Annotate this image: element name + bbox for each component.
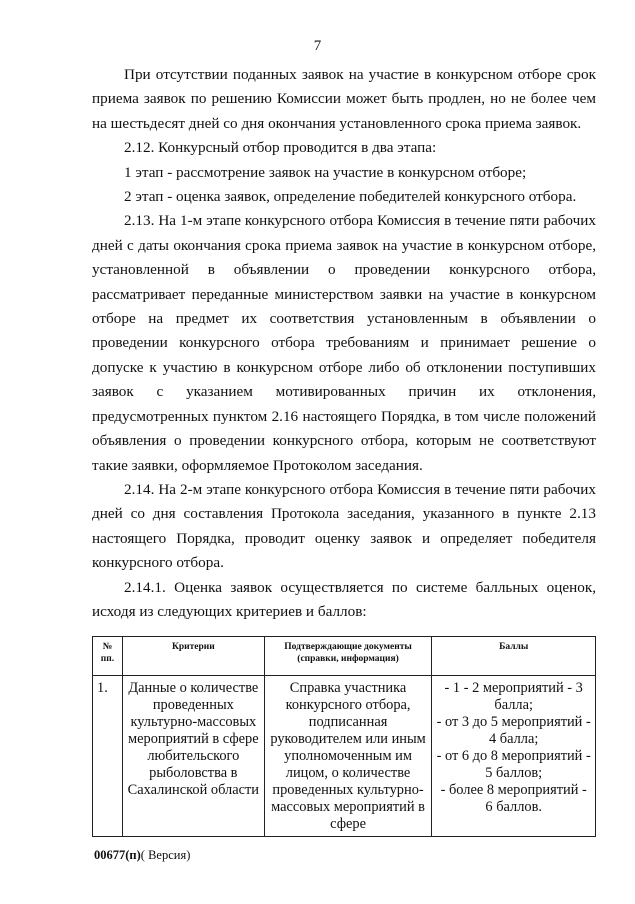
document-version: ( Версия) — [140, 848, 191, 862]
paragraph: 2.12. Конкурсный отбор проводится в два этапа: — [124, 139, 437, 157]
points-item: - 1 - 2 мероприятий - 3 балла; — [444, 680, 583, 713]
row-number: 1. — [93, 676, 123, 837]
paragraph: 2.13. На 1-м этапе конкурсного отбора Комиссия в течение пяти рабочих дней с даты окончания срока приема заявок на участие в конкурсном отборе, установленной в объявлении о проведении конкурсного отбора, рассматривает переданные министерством заявки на участие в конкурсном отборе на предмет их соответствия установленным в объявлении о проведении конкурсного отбора требованиям и принимает решение о допуске к участию в конкурсном отборе либо об отклонении поступивших заявок с указанием мотивированных причин их отклонения, предусмотренных пунктом 2.16 настоящего Порядка, в том числе положений объявления о проведении конкурсного отбора, которым не соответствуют такие заявки, оформляемое Протоколом заседания. — [92, 212, 596, 474]
points-cell — [432, 676, 596, 837]
column-header-criteria: Критерии — [122, 637, 264, 676]
criteria-table — [92, 636, 596, 837]
criterion-cell: Данные о количестве проведенных культурно-массовых мероприятий в сфере любительского рыболовства в Сахалинской области — [122, 676, 264, 837]
page-number: 7 — [313, 38, 322, 54]
paragraph: 1 этап - рассмотрение заявок на участие в конкурсном отборе; — [124, 163, 527, 181]
points-item: - от 3 до 5 мероприятий - 4 балла; — [436, 714, 591, 747]
documents-cell: Справка участника конкурсного отбора, подписанная руководителем или иным уполномоченным им лицом, о количестве проведенных культурно-массовых мероприятий в сфере — [264, 676, 432, 837]
document-footer — [94, 848, 190, 863]
column-header-documents: Подтверждающие документы (справки, информация) — [264, 637, 432, 676]
paragraph: 2.14.1. Оценка заявок осуществляется по системе балльных оценок, исходя из следующих критериев и баллов: — [92, 578, 596, 620]
paragraph: При отсутствии поданных заявок на участие в конкурсном отборе срок приема заявок по решению Комиссии может быть продлен, но не более чем на шестьдесят дней со дня окончания установленного срока приема заявок. — [92, 66, 596, 132]
points-item: - от 6 до 8 мероприятий - 5 баллов; — [436, 748, 591, 781]
body-text — [92, 63, 596, 624]
paragraph: 2.14. На 2-м этапе конкурсного отбора Комиссия в течение пяти рабочих дней со дня составления Протокола заседания, указанного в пункте 2.13 настоящего Порядка, проводит оценку заявок и определяет победителя конкурсного отбора. — [92, 480, 596, 572]
points-item: - более 8 мероприятий - 6 баллов. — [440, 782, 587, 815]
document-code: 00677(п) — [94, 848, 141, 862]
table-row — [93, 676, 596, 837]
column-header-number: № пп. — [93, 637, 123, 676]
paragraph: 2 этап - оценка заявок, определение победителей конкурсного отбора. — [124, 188, 577, 206]
table-header-row — [93, 637, 596, 676]
column-header-points: Баллы — [432, 637, 596, 676]
